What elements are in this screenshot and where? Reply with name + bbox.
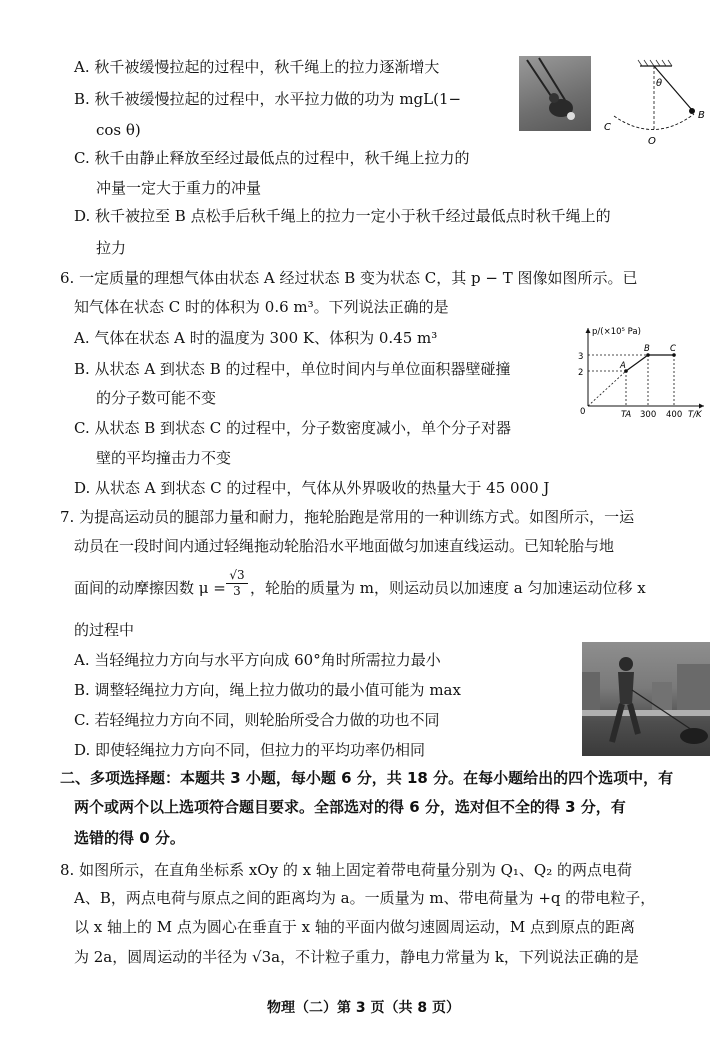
pt-graph (568, 320, 708, 424)
pt-graph-ytick-2: 2 (578, 368, 584, 378)
q6-option-d: D. 从状态 A 到状态 C 的过程中，气体从外界吸收的热量大于 45 000 J (74, 479, 550, 497)
q5-option-d-line2: 拉力 (96, 239, 127, 257)
q7-stem-line1: 7. 为提高运动员的腿部力量和耐力，拖轮胎跑是常用的一种训练方式。如图所示，一运 (60, 508, 635, 526)
section2-header-line1: 二、多项选择题：本题共 3 小题，每小题 6 分，共 18 分。在每小题给出的四个选项中，有 (60, 769, 674, 787)
q6-option-b-line2: 的分子数可能不变 (96, 389, 217, 407)
pt-graph-xtick-400: 400 (666, 410, 683, 420)
q7-mu-fraction (226, 568, 248, 599)
pendulum-o-label: O (648, 136, 656, 147)
section2-header-line3: 选错的得 0 分。 (74, 829, 185, 847)
q5-option-b-line2: cos θ) (96, 121, 141, 139)
pt-graph-xtick-300: 300 (640, 410, 657, 420)
q6-option-c-line2: 壁的平均撞击力不变 (96, 449, 232, 467)
pt-graph-point-b: B (644, 344, 650, 354)
q8-stem-line4: 为 2a，圆周运动的半径为 √3a，不计粒子重力，静电力常量为 k，下列说法正确的是 (74, 948, 639, 966)
q7-stem-line2: 动员在一段时间内通过轻绳拖动轮胎沿水平地面做匀加速直线运动。已知轮胎与地 (74, 537, 615, 555)
q7-stem-line4: 的过程中 (74, 621, 135, 639)
q5-option-c-line2: 冲量一定大于重力的冲量 (96, 179, 262, 197)
q5-option-a: A. 秋千被缓慢拉起的过程中，秋千绳上的拉力逐渐增大 (74, 58, 440, 76)
q7-option-a: A. 当轻绳拉力方向与水平方向成 60°角时所需拉力最小 (74, 651, 441, 669)
q5-option-c-line1: C. 秋千由静止释放至经过最低点的过程中，秋千绳上拉力的 (74, 149, 470, 167)
pt-graph-ylabel: p/(×10⁵ Pa) (592, 327, 641, 337)
q6-option-a: A. 气体在状态 A 时的温度为 300 K、体积为 0.45 m³ (74, 329, 438, 347)
page-footer: 物理（二）第 3 页（共 8 页） (267, 1000, 460, 1016)
pt-graph-point-a: A (620, 361, 626, 371)
q8-stem-line1: 8. 如图所示，在直角坐标系 xOy 的 x 轴上固定着带电荷量分别为 Q₁、Q₂ 的两点电荷 (60, 861, 633, 879)
pt-graph-xtick-ta: TA (621, 410, 632, 420)
q7-mu-denominator: 3 (233, 584, 241, 598)
q6-stem-line1: 6. 一定质量的理想气体由状态 A 经过状态 B 变为状态 C，其 p − T 图像如图所示。已 (60, 269, 638, 287)
pendulum-theta-label: θ (656, 78, 663, 89)
pendulum-b-label: B (698, 110, 705, 121)
q5-option-b-line1: B. 秋千被缓慢拉起的过程中，水平拉力做的功为 mgL(1− (74, 90, 462, 108)
q7-stem-line3-part2: ，轮胎的质量为 m，则运动员以加速度 a 匀加速运动位移 x (250, 579, 646, 597)
q6-option-c-line1: C. 从状态 B 到状态 C 的过程中，分子数密度减小，单个分子对器 (74, 419, 512, 437)
section2-header-line2: 两个或两个以上选项符合题目要求。全部选对的得 6 分，选对但不全的得 3 分，有 (74, 798, 626, 816)
q7-option-d: D. 即使轻绳拉力方向不同，但拉力的平均功率仍相同 (74, 741, 426, 759)
q8-stem-line3: 以 x 轴上的 M 点为圆心在垂直于 x 轴的平面内做匀速圆周运动，M 点到原点的距离 (74, 918, 636, 936)
q7-option-b: B. 调整轻绳拉力方向，绳上拉力做功的最小值可能为 max (74, 681, 461, 699)
pt-graph-origin: 0 (580, 407, 586, 417)
pendulum-diagram (600, 58, 710, 148)
swing-photo (519, 56, 591, 131)
q7-option-c: C. 若轻绳拉力方向不同，则轮胎所受合力做的功也不同 (74, 711, 440, 729)
pt-graph-ytick-3: 3 (578, 352, 584, 362)
q6-option-b-line1: B. 从状态 A 到状态 B 的过程中，单位时间内与单位面积器壁碰撞 (74, 360, 511, 378)
pt-graph-point-c: C (670, 344, 676, 354)
pt-graph-xlabel: T/K (688, 410, 702, 420)
q7-stem-line3-part1: 面间的动摩擦因数 μ = (74, 579, 226, 597)
q5-option-d-line1: D. 秋千被拉至 B 点松手后秋千绳上的拉力一定小于秋千经过最低点时秋千绳上的 (74, 207, 611, 225)
q7-mu-numerator: √3 (226, 568, 248, 584)
pendulum-c-label: C (604, 122, 611, 133)
tire-running-photo (582, 642, 710, 756)
q6-stem-line2: 知气体在状态 C 时的体积为 0.6 m³。下列说法正确的是 (74, 298, 449, 316)
q8-stem-line2: A、B，两点电荷与原点之间的距离均为 a。一质量为 m、带电荷量为 +q 的带电粒子， (74, 889, 656, 907)
